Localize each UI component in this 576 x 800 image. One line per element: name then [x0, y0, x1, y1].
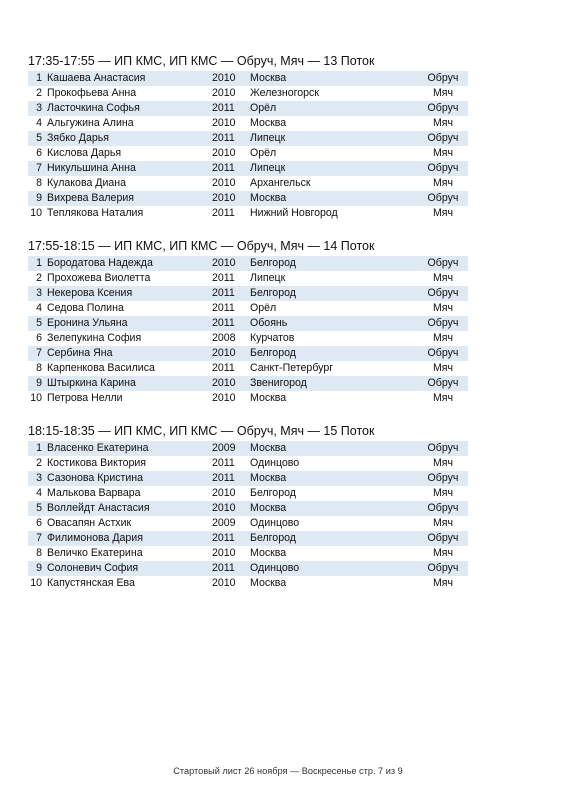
table-row [28, 576, 468, 591]
city: Белгород [250, 532, 296, 544]
athlete-name: Зябко Дарья [47, 132, 110, 144]
athlete-name: Ласточкина Софья [47, 102, 140, 114]
row-number: 8 [36, 177, 42, 189]
athlete-list [28, 71, 468, 221]
row-number: 5 [36, 317, 42, 329]
athlete-name: Прокофьева Анна [47, 87, 137, 99]
birth-year: 2011 [212, 287, 235, 299]
athlete-name: Альгужина Алина [47, 117, 134, 129]
apparatus: Мяч [432, 547, 454, 559]
table-row [28, 561, 468, 576]
apparatus: Обруч [427, 317, 459, 329]
city: Москва [250, 502, 287, 514]
athlete-name: Малькова Варвара [47, 487, 141, 499]
table-row [28, 146, 468, 161]
athlete-name: Величко Екатерина [47, 547, 143, 559]
city: Липецк [250, 132, 286, 144]
row-number: 10 [30, 577, 42, 589]
apparatus: Мяч [432, 302, 454, 314]
row-number: 10 [30, 207, 42, 219]
birth-year: 2010 [212, 177, 236, 189]
apparatus: Мяч [432, 457, 454, 469]
row-number: 6 [36, 147, 42, 159]
athlete-name: Сербина Яна [47, 347, 113, 359]
birth-year: 2010 [212, 347, 236, 359]
birth-year: 2011 [212, 102, 235, 114]
birth-year: 2009 [212, 517, 236, 529]
athlete-name: Некерова Ксения [47, 287, 133, 299]
birth-year: 2010 [212, 487, 236, 499]
city: Одинцово [250, 517, 300, 529]
city: Москва [250, 192, 287, 204]
city: Липецк [250, 162, 286, 174]
table-row [28, 101, 468, 116]
table-row [28, 271, 468, 286]
row-number: 5 [36, 132, 42, 144]
athlete-name: Воллейдт Анастасия [47, 502, 150, 514]
table-row [28, 391, 468, 406]
athlete-list [28, 256, 468, 406]
birth-year: 2010 [212, 502, 236, 514]
birth-year: 2011 [212, 132, 235, 144]
apparatus: Мяч [432, 362, 454, 374]
section-title: 17:55-18:15 — ИП КМС, ИП КМС — Обруч, Мяч — 14 Поток [28, 239, 375, 253]
table-row [28, 441, 468, 456]
birth-year: 2011 [212, 362, 235, 374]
row-number: 10 [30, 392, 42, 404]
table-row [28, 286, 468, 301]
athlete-name: Сазонова Кристина [47, 472, 144, 484]
birth-year: 2011 [212, 162, 235, 174]
apparatus: Мяч [432, 207, 454, 219]
city: Звенигород [250, 377, 307, 389]
birth-year: 2011 [212, 472, 235, 484]
apparatus: Обруч [427, 257, 459, 269]
flight-13-section [28, 54, 468, 221]
birth-year: 2010 [212, 147, 236, 159]
city: Одинцово [250, 562, 300, 574]
city: Москва [250, 72, 287, 84]
athlete-name: Кулакова Диана [47, 177, 127, 189]
city: Железногорск [250, 87, 319, 99]
birth-year: 2008 [212, 332, 236, 344]
birth-year: 2011 [212, 207, 235, 219]
apparatus: Мяч [432, 272, 454, 284]
row-number: 3 [36, 287, 42, 299]
apparatus: Обруч [427, 162, 459, 174]
athlete-name: Теплякова Наталия [47, 207, 144, 219]
row-number: 9 [36, 562, 42, 574]
birth-year: 2010 [212, 87, 236, 99]
birth-year: 2010 [212, 257, 236, 269]
apparatus: Обруч [427, 562, 459, 574]
city: Одинцово [250, 457, 300, 469]
apparatus: Мяч [432, 117, 454, 129]
birth-year: 2010 [212, 577, 236, 589]
row-number: 4 [36, 302, 42, 314]
athlete-name: Кашаева Анастасия [47, 72, 146, 84]
row-number: 2 [36, 272, 42, 284]
apparatus: Мяч [432, 147, 454, 159]
birth-year: 2010 [212, 392, 236, 404]
table-row [28, 301, 468, 316]
city: Орёл [250, 147, 277, 159]
city: Москва [250, 117, 287, 129]
table-row [28, 161, 468, 176]
athlete-list [28, 441, 468, 591]
page-footer: Стартовый лист 26 ноября — Воскресенье стр. 7 из 9 [173, 766, 403, 776]
table-row [28, 456, 468, 471]
apparatus: Мяч [432, 332, 454, 344]
birth-year: 2011 [212, 272, 235, 284]
city: Москва [250, 577, 287, 589]
athlete-name: Власенко Екатерина [47, 442, 149, 454]
row-number: 8 [36, 547, 42, 559]
city: Москва [250, 442, 287, 454]
apparatus: Обруч [427, 442, 459, 454]
row-number: 9 [36, 192, 42, 204]
table-row [28, 206, 468, 221]
row-number: 6 [36, 517, 42, 529]
birth-year: 2011 [212, 317, 235, 329]
apparatus: Обруч [427, 472, 459, 484]
apparatus: Обруч [427, 532, 459, 544]
row-number: 1 [36, 72, 42, 84]
row-number: 2 [36, 457, 42, 469]
table-row [28, 131, 468, 146]
row-number: 7 [36, 162, 42, 174]
athlete-name: Филимонова Дария [47, 532, 143, 544]
athlete-name: Еронина Ульяна [47, 317, 128, 329]
athlete-name: Штыркина Карина [47, 377, 136, 389]
athlete-name: Никульшина Анна [47, 162, 136, 174]
birth-year: 2010 [212, 192, 236, 204]
apparatus: Обруч [427, 72, 459, 84]
city: Обоянь [250, 317, 288, 329]
apparatus: Мяч [432, 177, 454, 189]
city: Москва [250, 547, 287, 559]
apparatus: Обруч [427, 347, 459, 359]
city: Санкт-Петербург [250, 362, 334, 374]
table-row [28, 486, 468, 501]
table-row [28, 331, 468, 346]
apparatus: Обруч [427, 377, 459, 389]
row-number: 6 [36, 332, 42, 344]
section-title: 17:35-17:55 — ИП КМС, ИП КМС — Обруч, Мяч — 13 Поток [28, 54, 375, 68]
table-row [28, 501, 468, 516]
athlete-name: Прохожева Виолетта [47, 272, 151, 284]
birth-year: 2010 [212, 377, 236, 389]
city: Орёл [250, 102, 277, 114]
row-number: 2 [36, 87, 42, 99]
row-number: 1 [36, 442, 42, 454]
birth-year: 2011 [212, 457, 235, 469]
table-row [28, 546, 468, 561]
table-row [28, 346, 468, 361]
athlete-name: Солоневич София [47, 562, 139, 574]
birth-year: 2010 [212, 117, 236, 129]
city: Орёл [250, 302, 277, 314]
table-row [28, 176, 468, 191]
apparatus: Обруч [427, 192, 459, 204]
athlete-name: Капустянская Ева [47, 577, 135, 589]
athlete-name: Вихрева Валерия [47, 192, 134, 204]
apparatus: Мяч [432, 487, 454, 499]
athlete-name: Седова Полина [47, 302, 124, 314]
row-number: 9 [36, 377, 42, 389]
athlete-name: Бородатова Надежда [47, 257, 153, 269]
row-number: 4 [36, 487, 42, 499]
section-title: 18:15-18:35 — ИП КМС, ИП КМС — Обруч, Мяч — 15 Поток [28, 424, 375, 438]
table-row [28, 516, 468, 531]
city: Москва [250, 472, 287, 484]
city: Белгород [250, 487, 296, 499]
city: Белгород [250, 287, 296, 299]
apparatus: Мяч [432, 517, 454, 529]
table-row [28, 71, 468, 86]
table-row [28, 471, 468, 486]
city: Белгород [250, 347, 296, 359]
athlete-name: Кислова Дарья [47, 147, 122, 159]
city: Белгород [250, 257, 296, 269]
table-row [28, 531, 468, 546]
table-row [28, 256, 468, 271]
apparatus: Обруч [427, 502, 459, 514]
apparatus: Обруч [427, 132, 459, 144]
birth-year: 2010 [212, 72, 236, 84]
city: Москва [250, 392, 287, 404]
row-number: 3 [36, 102, 42, 114]
row-number: 3 [36, 472, 42, 484]
athlete-name: Овасапян Астхик [47, 517, 132, 529]
birth-year: 2009 [212, 442, 236, 454]
birth-year: 2011 [212, 562, 235, 574]
row-number: 1 [36, 257, 42, 269]
athlete-name: Костикова Виктория [47, 457, 147, 469]
row-number: 7 [36, 532, 42, 544]
table-row [28, 361, 468, 376]
row-number: 5 [36, 502, 42, 514]
city: Курчатов [250, 332, 295, 344]
athlete-name: Карпенкова Василиса [47, 362, 155, 374]
birth-year: 2011 [212, 302, 235, 314]
birth-year: 2010 [212, 547, 236, 559]
table-row [28, 86, 468, 101]
apparatus: Обруч [427, 102, 459, 114]
flight-15-section [28, 424, 468, 591]
table-row [28, 191, 468, 206]
athlete-name: Зелепукина София [47, 332, 142, 344]
apparatus: Мяч [432, 392, 454, 404]
city: Липецк [250, 272, 286, 284]
athlete-name: Петрова Нелли [47, 392, 123, 404]
apparatus: Мяч [432, 577, 454, 589]
city: Архангельск [250, 177, 311, 189]
flight-14-section [28, 239, 468, 406]
apparatus: Мяч [432, 87, 454, 99]
city: Нижний Новгород [250, 207, 338, 219]
table-row [28, 376, 468, 391]
table-row [28, 116, 468, 131]
row-number: 7 [36, 347, 42, 359]
row-number: 4 [36, 117, 42, 129]
table-row [28, 316, 468, 331]
apparatus: Обруч [427, 287, 459, 299]
row-number: 8 [36, 362, 42, 374]
birth-year: 2011 [212, 532, 235, 544]
